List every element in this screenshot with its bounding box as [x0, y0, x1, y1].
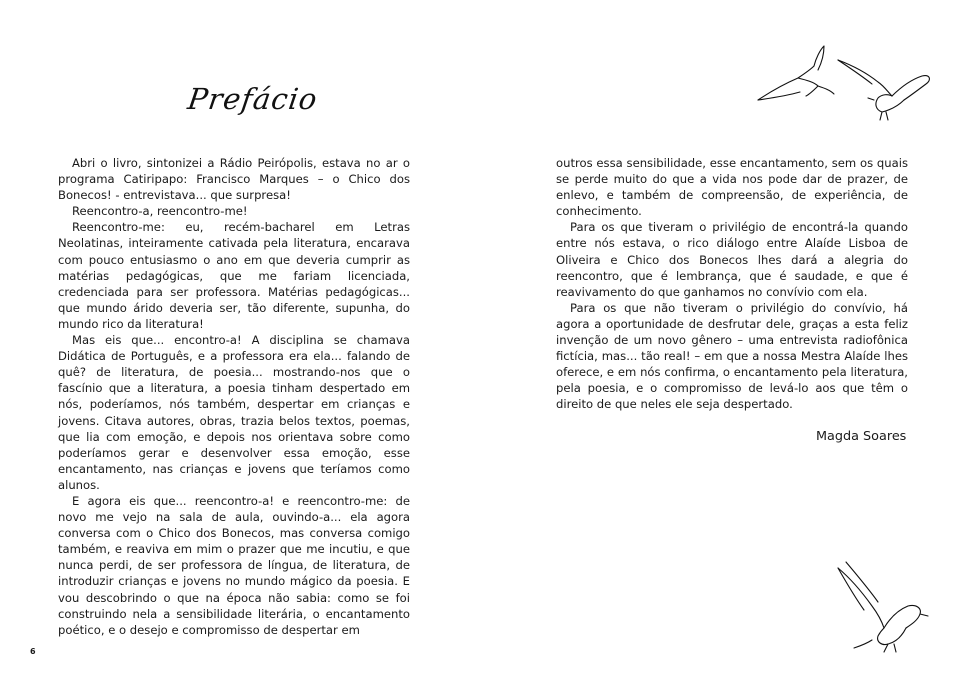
paragraph: Para os que tiveram o privilégio de encontrá-la quando entre nós estava, o rico diálogo entre Alaíde Lisboa de Oliveira e Chico dos Bonecos lhes dará a alegria do reencontro, que é lembrança, que é saudade, e que é reavivamento do que ganhamos no convívio com ela. [556, 220, 908, 299]
paragraph: E agora eis que... reencontro-a! e reencontro-me: de novo me vejo na sala de aula, ouvindo-a... ela agora conversa com o Chico dos Bonecos, mas conversa comigo também, e reaviva em mim o prazer que me incutiu, e que nunca perdi, de ser professora de língua, de literatura, de introduzir crianças e jovens no mundo mágico da poesia. E vou descobrindo o que na época não sabia: como se foi construindo nela a sensibilidade literária, o encantamento poético, e o desejo e compromisso de despertar em [58, 493, 410, 637]
paragraph: Para os que não tiveram o privilégio do convívio, há agora a oportunidade de desfrutar dele, graças a esta feliz invenção de um novo gênero – uma entrevista radiofônica fictícia, mas... tão real! – em que a nossa Mestra Alaíde lhes oferece, e em nós confirma, o encantamento pela literatura, pela poesia, e o compromisso de levá-lo aos que têm o direito de que neles ele seja despertado. [556, 300, 908, 412]
right-page [482, 0, 964, 680]
page-number: 6 [30, 647, 36, 656]
landing-bird-illustration [832, 556, 942, 656]
page-title: Prefácio [185, 82, 320, 116]
paragraph: Abri o livro, sintonizei a Rádio Peirópolis, estava no ar o programa Catiripapo: Francisco Marques – o Chico dos Bonecos! - entrevistava... que surpresa! [58, 156, 410, 203]
author-signature: Magda Soares [816, 429, 907, 444]
paragraph-continuation: outros essa sensibilidade, esse encantamento, sem os quais se perde muito do que a vida nos pode dar de prazer, de enlevo, e também de compreensão, de experiência, de conhecimento. [556, 156, 908, 219]
right-body-text [556, 155, 908, 413]
paragraph: Mas eis que... encontro-a! A disciplina se chamava Didática de Português, e a professora era ela... falando de quê? de literatura, de poesia... mostrando-nos que o fascínio que a literatura, a poesia tinham despertado em nós, poderíamos, nós também, despertar em crianças e jovens. Citava autores, obras, trazia belos textos, poemas, que lia com emoção, e depois nos orientava sobre como poderíamos gerar e desenvolver essa emoção, esse encantamento, nas crianças e jovens que teríamos como alunos. [58, 333, 410, 492]
two-flying-birds-illustration [754, 40, 934, 124]
paragraph: Reencontro-me: eu, recém-bacharel em Letras Neolatinas, inteiramente cativada pela literatura, encarava com pouco entusiasmo o ano em que deveria cumprir as matérias pedagógicas, que me fariam licenciada, credenciada para ser professora. Matérias pedagógicas... que mundo árido deveria ser, tão diferente, supunha, do mundo rico da literatura! [58, 220, 410, 331]
paragraph: Reencontro-a, reencontro-me! [72, 204, 248, 219]
left-body-text [58, 155, 410, 638]
